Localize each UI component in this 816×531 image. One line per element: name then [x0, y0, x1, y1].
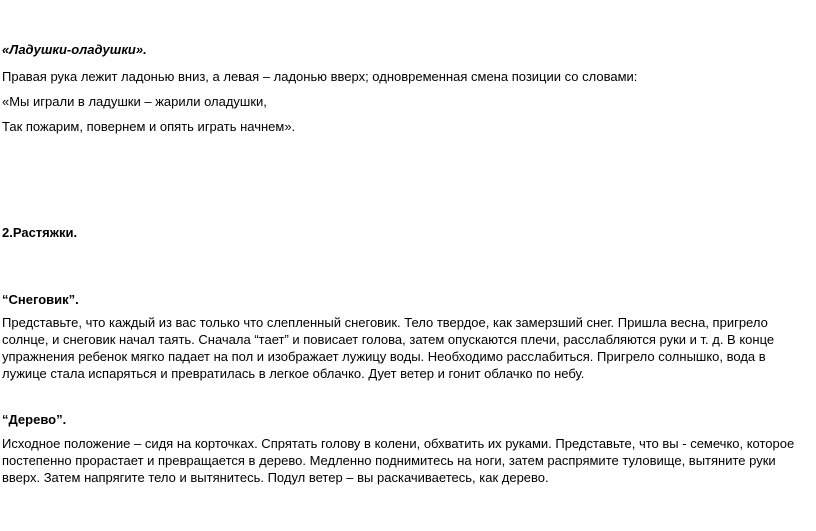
ladushki-instruction: Правая рука лежит ладонью вниз, а левая – ладонью вверх; одновременная смена позиции со словами: [2, 69, 638, 84]
ladushki-title: «Ладушки-оладушки». [2, 42, 147, 57]
ladushki-verse-line-1: «Мы играли в ладушки – жарили оладушки, [2, 94, 267, 109]
snowman-title: “Снеговик”. [2, 292, 79, 307]
ladushki-verse-line-2: Так пожарим, повернем и опять играть начнем». [2, 119, 296, 134]
tree-text: Исходное положение – сидя на корточках. Спрятать голову в колени, обхватить их руками. Представьте, что вы - семечко, которое постепенно прорастает и превращается в дерево. Медленно поднимитесь на ноги, затем распрямите туловище, вытяните руки вверх. Затем напрягите тело и вытянитесь. Подул ветер – вы раскачиваетесь, как дерево. [2, 436, 795, 485]
tree-title: “Дерево”. [2, 412, 67, 427]
stretching-heading: 2.Растяжки. [2, 225, 78, 240]
snowman-text: Представьте, что каждый из вас только что слепленный снеговик. Тело твердое, как замерзший снег. Пришла весна, пригрело солнце, и снеговик начал таять. Сначала “тает” и повисает голова, затем опускаются плечи, расслабляются руки и т. д. В конце упражнения ребенок мягко падает на пол и изображает лужицу воды. Необходимо расслабиться. Пригрело солнышко, вода в лужице стала испаряться и превратилась в легкое облачко. Дует ветер и гонит облачко по небу. [2, 315, 775, 381]
